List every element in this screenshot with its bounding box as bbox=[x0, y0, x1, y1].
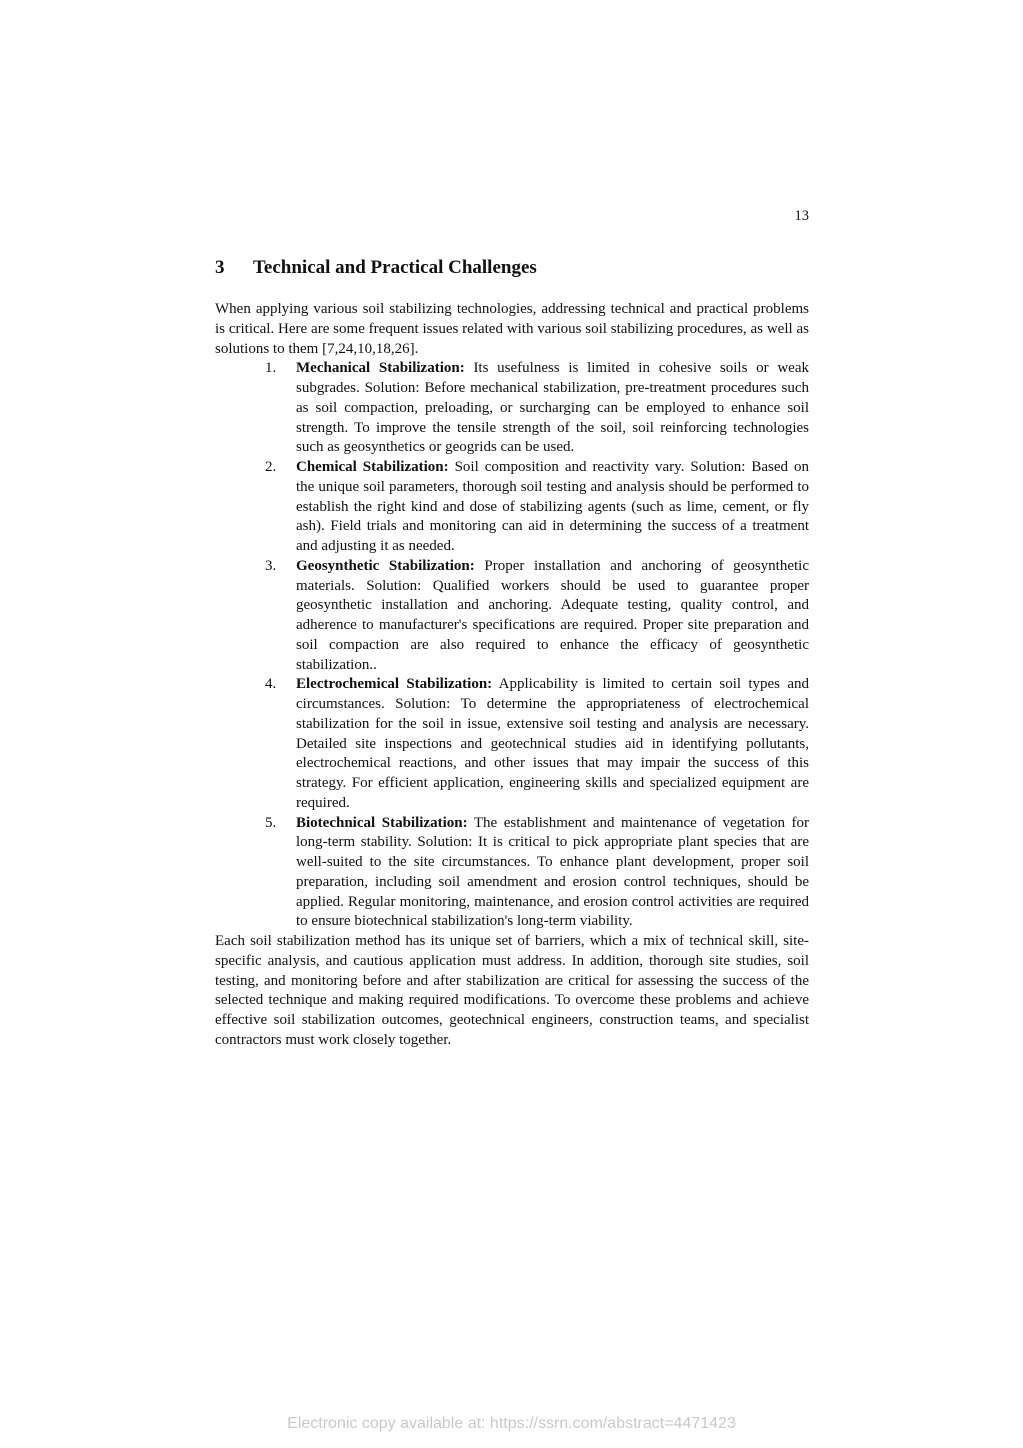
list-item-text: Proper installation and anchoring of geosynthetic materials. Solution: Qualified workers should be used to guarantee proper geosynthetic installation and anchoring. Adequate testing, quality control, and adherence to manufacturer's specifications are required. Proper site preparation and soil compaction are also required to enhance the efficacy of geosynthetic stabilization.. bbox=[296, 557, 809, 673]
list-item-chemical bbox=[215, 458, 809, 557]
list-item-term: Chemical Stabilization: bbox=[296, 459, 449, 475]
list-item-number: 5. bbox=[265, 814, 277, 831]
list-item-number: 1. bbox=[265, 360, 277, 377]
section-title: Technical and Practical Challenges bbox=[253, 257, 537, 278]
list-item-number: 4. bbox=[265, 676, 277, 693]
page-number: 13 bbox=[794, 208, 809, 224]
section-heading bbox=[215, 255, 537, 281]
list-item-electrochemical bbox=[215, 675, 809, 813]
list-item-text: Applicability is limited to certain soil types and circumstances. Solution: To determine the appropriateness of electrochemical stabilization for the soil in issue, extensive soil testing and analysis are necessary. Detailed site inspections and geotechnical studies aid in identifying pollutants, electrochemical reactions, and other issues that may impair the success of this strategy. For efficient application, engineering skills and specialized equipment are required. bbox=[296, 676, 809, 811]
list-item-mechanical bbox=[215, 359, 809, 458]
intro-paragraph: When applying various soil stabilizing technologies, addressing technical and practical problems is critical. Here are some frequent issues related with various soil stabilizing procedures, as well as solutions to them [7,24,10,18,26]. bbox=[215, 301, 809, 357]
list-item-term: Geosynthetic Stabilization: bbox=[296, 557, 475, 574]
list-item-number: 3. bbox=[265, 557, 277, 574]
list-item-text: The establishment and maintenance of vegetation for long-term stability. Solution: It is critical to pick appropriate plant species that are well-suited to the site circumstances. To enhance plant development, proper soil preparation, including soil amendment and erosion control techniques, should be applied. Regular monitoring, maintenance, and erosion control activities are required to ensure biotechnical stabilization's long-term viability. bbox=[296, 814, 810, 930]
section-body bbox=[215, 300, 809, 1051]
footer-ssrn-notice: Electronic copy available at: https://ssrn.com/abstract=4471423 bbox=[287, 1415, 736, 1432]
list-item-term: Electrochemical Stabilization: bbox=[296, 676, 493, 693]
challenge-list bbox=[215, 359, 809, 932]
list-item-text: Its usefulness is limited in cohesive soils or weak subgrades. Solution: Before mechanical stabilization, pre-treatment procedures such as soil compaction, preloading, or surcharging can be employed to enhance soil strength. To improve the tensile strength of the soil, soil reinforcing technologies such as geosynthetics or geogrids can be used. bbox=[296, 360, 809, 456]
list-item-biotechnical bbox=[215, 814, 809, 933]
conclusion-paragraph: Each soil stabilization method has its unique set of barriers, which a mix of technical skill, site-specific analysis, and cautious application must address. In addition, thorough site studies, soil testing, and monitoring before and after stabilization are critical for assessing the success of the selected technique and making required modifications. To overcome these problems and achieve effective soil stabilization outcomes, geotechnical engineers, construction teams, and specialist contractors must work closely together. bbox=[215, 933, 809, 1048]
list-item-term: Mechanical Stabilization: bbox=[296, 360, 465, 377]
list-item-geosynthetic bbox=[215, 557, 809, 676]
section-number: 3 bbox=[215, 257, 225, 278]
list-item-number: 2. bbox=[265, 459, 277, 475]
list-item-text: Soil composition and reactivity vary. Solution: Based on the unique soil parameters, thorough soil testing and analysis should be performed to establish the right kind and dose of stabilizing agents (such as lime, cement, or fly ash). Field trials and monitoring can aid in determining the success of a treatment and adjusting it as needed. bbox=[296, 459, 809, 554]
list-item-term: Biotechnical Stabilization: bbox=[296, 814, 468, 831]
